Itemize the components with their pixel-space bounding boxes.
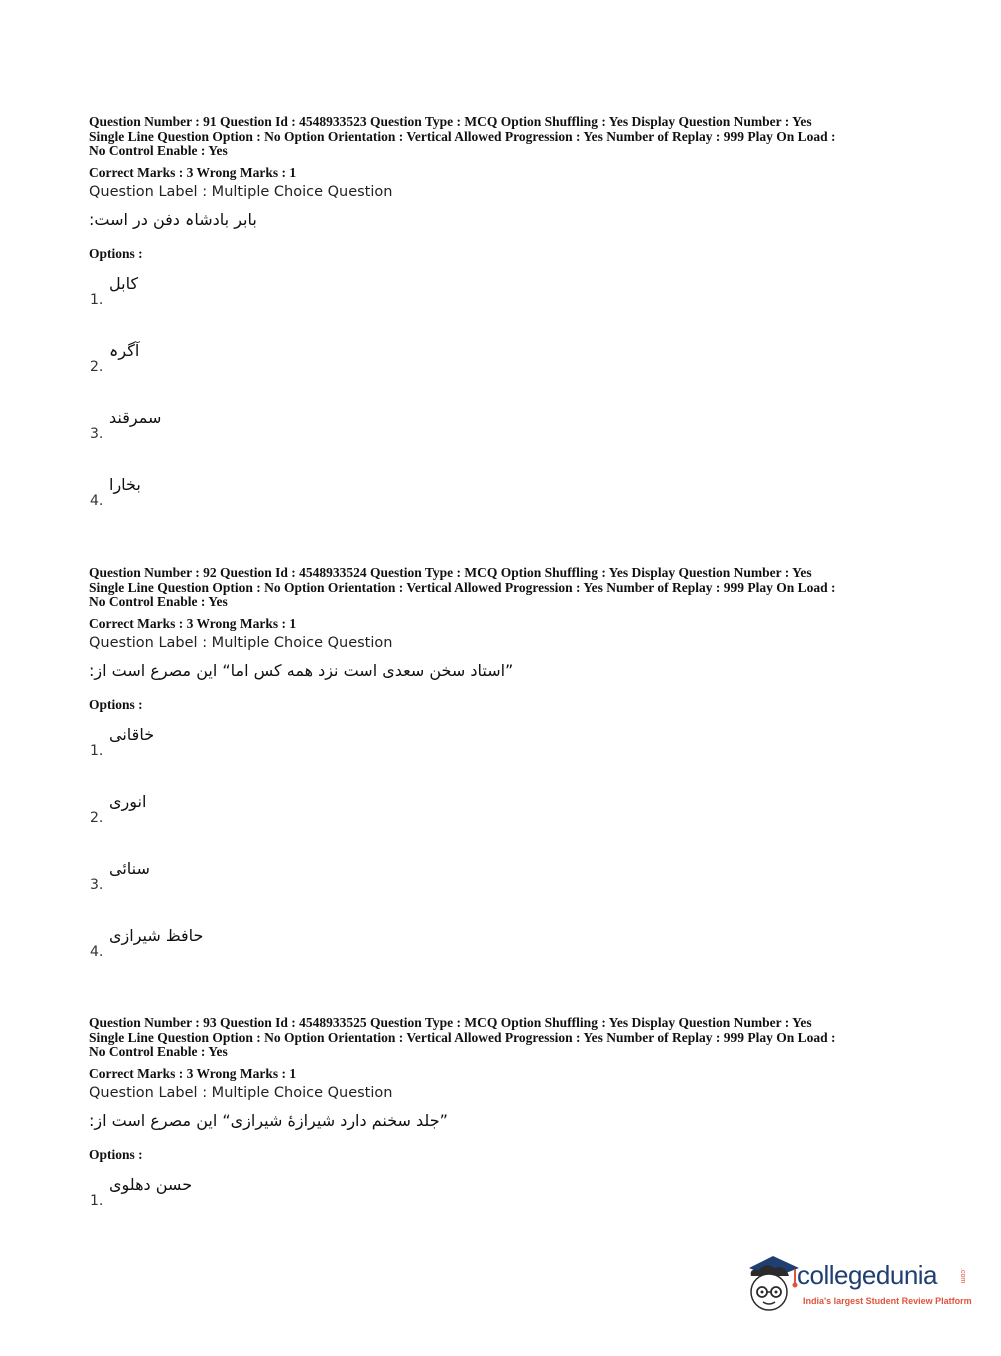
options-list — [89, 270, 919, 538]
question-text: بابر بادشاہ دفن در است: — [89, 209, 257, 229]
option-item[interactable] — [89, 855, 919, 922]
question-text: ”استاد سخن سعدی است نزد همه کس اما“ این مصرع است از: — [89, 660, 514, 680]
options-title: Options : — [89, 696, 143, 712]
meta-line: Single Line Question Option : No Option Orientation : Vertical Allowed Progression : Yes Number of Replay : 999 Play On Load : — [89, 128, 836, 144]
question-block-92 — [89, 566, 919, 989]
option-text: سمرقند — [109, 407, 162, 427]
mascot-icon — [745, 1250, 801, 1318]
option-text: حافظ شیرازی — [109, 925, 204, 945]
question-block-93 — [89, 1016, 919, 1238]
question-meta — [89, 115, 919, 159]
option-item[interactable] — [89, 1171, 919, 1238]
option-item[interactable] — [89, 337, 919, 404]
question-label: Question Label : Multiple Choice Question — [89, 634, 393, 651]
logo-wordmark: collegedunia — [797, 1260, 938, 1290]
option-text: خاقانی — [109, 724, 155, 744]
option-number: 3. — [90, 425, 104, 442]
meta-line: Question Number : 92 Question Id : 4548933524 Question Type : MCQ Option Shuffling : Yes Display Question Number : Yes — [89, 565, 812, 580]
question-block-91 — [89, 115, 919, 538]
option-text: سنائی — [109, 858, 150, 878]
option-text: حسن دهلوی — [109, 1174, 193, 1194]
marks-info: Correct Marks : 3 Wrong Marks : 1 — [89, 164, 297, 180]
option-number: 1. — [90, 291, 104, 308]
option-item[interactable] — [89, 270, 919, 337]
options-title: Options : — [89, 245, 143, 261]
meta-line: Question Number : 93 Question Id : 4548933525 Question Type : MCQ Option Shuffling : Yes Display Question Number : Yes — [89, 1015, 812, 1030]
marks-info: Correct Marks : 3 Wrong Marks : 1 — [89, 615, 297, 631]
options-title: Options : — [89, 1146, 143, 1162]
logo-tagline: India's largest Student Review Platform — [803, 1296, 972, 1306]
meta-line: Question Number : 91 Question Id : 4548933523 Question Type : MCQ Option Shuffling : Yes Display Question Number : Yes — [89, 114, 812, 129]
option-text: بخارا — [109, 474, 141, 494]
option-text: انوری — [109, 791, 147, 811]
option-number: 1. — [90, 1192, 104, 1209]
marks-info: Correct Marks : 3 Wrong Marks : 1 — [89, 1065, 297, 1081]
options-list — [89, 721, 919, 989]
question-label: Question Label : Multiple Choice Question — [89, 1084, 393, 1101]
collegedunia-logo — [745, 1250, 975, 1320]
meta-line: No Control Enable : Yes — [89, 1044, 228, 1060]
option-number: 3. — [90, 876, 104, 893]
meta-line: Single Line Question Option : No Option Orientation : Vertical Allowed Progression : Yes Number of Replay : 999 Play On Load : — [89, 1029, 836, 1045]
meta-line: No Control Enable : Yes — [89, 143, 228, 159]
option-number: 4. — [90, 492, 104, 509]
option-text: آگرہ — [109, 340, 140, 360]
question-meta — [89, 566, 919, 610]
question-text: ”جلد سخنم دارد شیرازهٔ شیرازی“ این مصرع است از: — [89, 1110, 448, 1130]
option-number: 2. — [90, 809, 104, 826]
option-number: 1. — [90, 742, 104, 759]
option-item[interactable] — [89, 721, 919, 788]
option-item[interactable] — [89, 471, 919, 538]
option-number: 2. — [90, 358, 104, 375]
option-text: کابل — [109, 273, 139, 293]
meta-line: No Control Enable : Yes — [89, 594, 228, 610]
options-list — [89, 1171, 919, 1238]
option-item[interactable] — [89, 788, 919, 855]
question-meta — [89, 1016, 919, 1060]
logo-dotcom: .com — [959, 1268, 966, 1284]
option-item[interactable] — [89, 404, 919, 471]
question-label: Question Label : Multiple Choice Question — [89, 183, 393, 200]
option-number: 4. — [90, 943, 104, 960]
meta-line: Single Line Question Option : No Option Orientation : Vertical Allowed Progression : Yes Number of Replay : 999 Play On Load : — [89, 579, 836, 595]
option-item[interactable] — [89, 922, 919, 989]
